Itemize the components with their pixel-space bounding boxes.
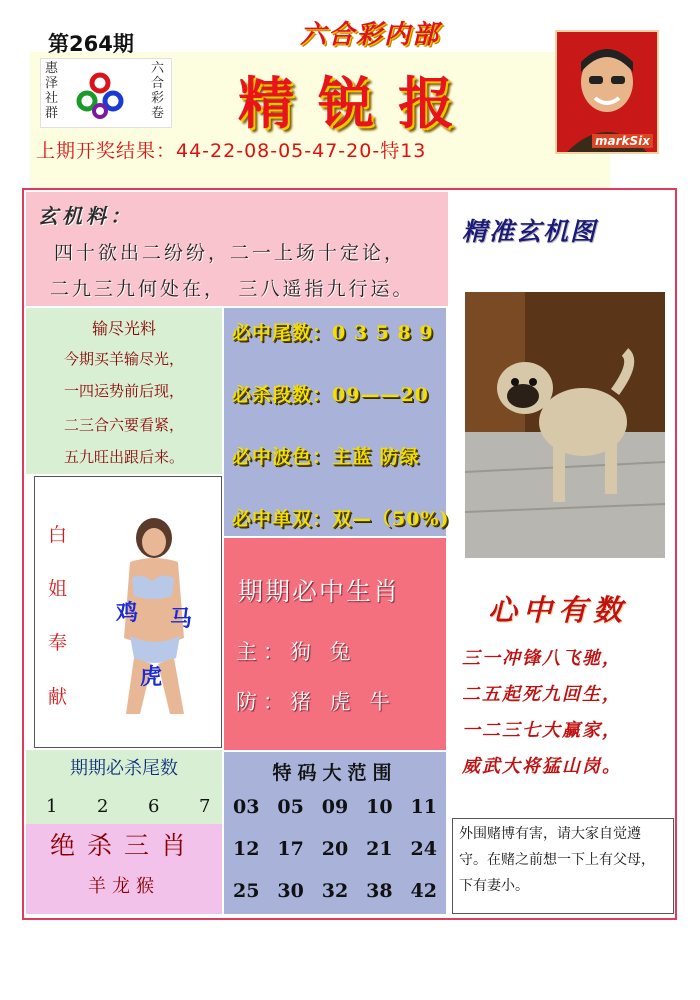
beauty-char-3: 奉 (48, 632, 68, 654)
tema-title: 特码大范围 (272, 762, 398, 784)
shuchan-line-4: 五九旺出跟后来。 (63, 448, 184, 466)
logo (40, 58, 172, 128)
shengxiao-fang: 防：猪 虎 牛 (236, 690, 397, 714)
shuchan-line-3: 二三合六要看紧， (63, 416, 184, 434)
dog-image (465, 292, 665, 558)
tema-number: 42 (410, 880, 437, 902)
tema-number: 09 (321, 796, 349, 818)
last-result: 上期开奖结果：44-22-08-05-47-20-特13 (36, 140, 427, 162)
shengxiao-title: 期期必中生肖 (238, 577, 401, 606)
tema-number: 05 (277, 796, 304, 818)
jue-sha-list: 羊龙猴 (88, 876, 160, 897)
xuanji-line-2: 二九三九何处在， 三八遥指九行运。 (50, 278, 415, 300)
poem-line-3: 一二三七大赢家， (462, 720, 622, 741)
tema-number: 03 (232, 796, 260, 818)
tema-number: 38 (366, 880, 393, 902)
bizhong-dan: 必中单双：双—（50%) (232, 508, 450, 530)
bizhong-wei: 必中尾数：0 3 5 8 9 (232, 322, 434, 344)
tema-number: 20 (321, 838, 349, 860)
tema-number: 30 (277, 880, 304, 902)
pug-dog-icon (465, 292, 665, 558)
beauty-char-4: 献 (48, 686, 68, 708)
shuchan-title: 输尽光料 (91, 319, 156, 338)
tema-row-2 (224, 838, 446, 860)
tema-row-1 (224, 796, 446, 818)
bisha-duan: 必杀段数：09——20 (232, 384, 429, 406)
logo-right-text: 六合彩卷 (151, 61, 165, 121)
tema-number: 12 (232, 838, 260, 860)
wei-sha-title: 期期必杀尾数 (70, 758, 178, 779)
wei-sha-num-4: 7 (199, 796, 211, 817)
jue-sha-title: 绝杀三肖 (49, 831, 198, 860)
tema-number: 17 (277, 838, 304, 860)
shengxiao-zhu: 主：狗 兔 (236, 640, 357, 664)
poem-line-1: 三一冲锋八飞驰， (462, 648, 622, 669)
page-title: 精锐报 (238, 71, 478, 137)
tema-number: 21 (366, 838, 393, 860)
tema-number: 11 (410, 796, 437, 818)
subtitle: 六合彩内部 (300, 20, 441, 50)
zodiac-ma: 马 (170, 606, 193, 632)
wei-sha-num-1: 1 (46, 796, 58, 817)
jingzhun-title: 精准玄机图 (462, 217, 598, 246)
bizhong-bo: 必中波色：主蓝 防绿 (232, 446, 420, 468)
poem-line-2: 二五起死九回生， (462, 684, 622, 705)
lottery-balls-icon (75, 71, 125, 121)
shuchan-line-1: 今期买羊输尽光， (63, 350, 184, 368)
tema-number: 10 (366, 796, 393, 818)
zodiac-ji: 鸡 (116, 600, 139, 626)
tema-number: 32 (321, 880, 349, 902)
beauty-char-1: 白 (48, 524, 68, 546)
logo-left-text: 惠泽社群 (45, 61, 59, 121)
beauty-char-2: 姐 (48, 578, 68, 600)
wei-sha-num-3: 6 (148, 796, 160, 817)
tema-number: 24 (410, 838, 437, 860)
poem-line-4: 威武大将猛山岗。 (462, 756, 622, 777)
tema-number: 25 (232, 880, 260, 902)
portrait-tag: markSix (592, 134, 653, 148)
xuanji-line-1: 四十欲出二纷纷，二一上场十定论， (54, 242, 407, 264)
gambling-warning: 外围赌博有害，请大家自觉遵守。在赌之前想一下上有父母，下有妻小。 (452, 818, 674, 914)
tema-row-3 (224, 880, 446, 902)
issue-number: 第264期 (48, 32, 134, 56)
xuanji-title: 玄机料： (38, 204, 134, 228)
slogan: 心中有数 (488, 593, 629, 627)
wei-sha-num-2: 2 (97, 796, 109, 817)
zodiac-hu: 虎 (140, 664, 163, 690)
shuchan-line-2: 一四运势前后现， (63, 382, 184, 400)
portrait-image (555, 30, 659, 154)
